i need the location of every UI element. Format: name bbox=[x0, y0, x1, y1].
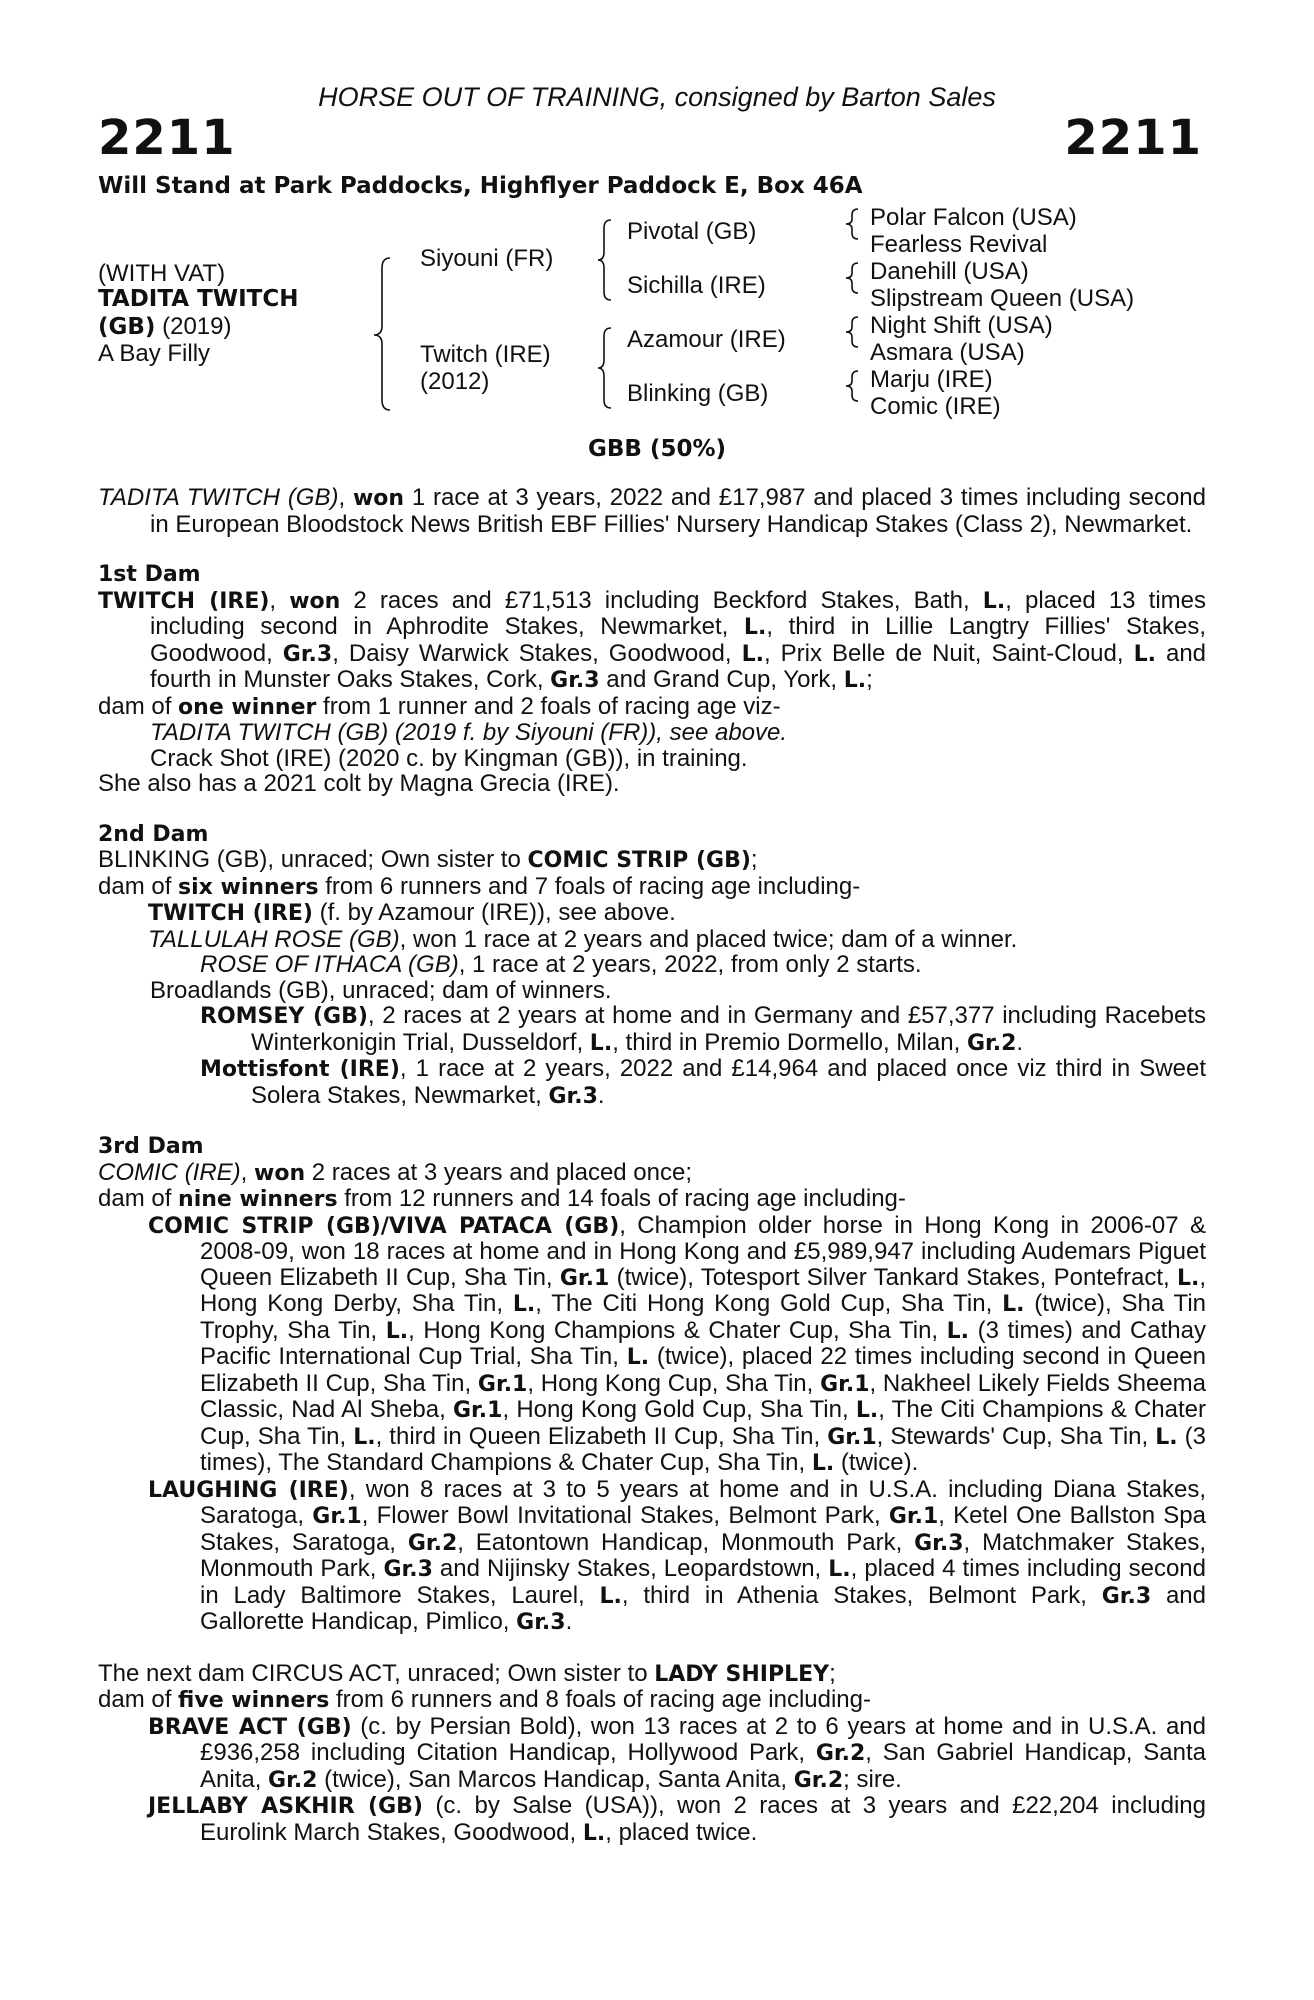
text: , 2 races at 2 years at home and in Germany and £57,377 including Racebets Winterkonigin Trial, Dusseldorf, bbox=[251, 1002, 1206, 1056]
won-label: won bbox=[254, 1160, 306, 1186]
dam-sire-sire: Night Shift (USA) bbox=[870, 312, 1053, 339]
text: , 1 race at 2 years, 2022, from only 2 starts. bbox=[458, 951, 922, 978]
progeny-name: BRAVE ACT (GB) bbox=[148, 1714, 352, 1740]
text: . bbox=[597, 1081, 605, 1109]
winners-count: six winners bbox=[178, 874, 319, 900]
pedigree-braces bbox=[0, 0, 1314, 440]
intro-paragraph: TADITA TWITCH (GB), won 1 race at 3 years, 2022 and £17,987 and placed 3 times including second in European Bloodstock News British EBF Fillies' Nursery Handicap Stakes (Class 2), Newmarket. bbox=[98, 484, 1206, 538]
text: , Champion older horse in Hong Kong in 2006-07 & 2008-09, won 18 races at home and in Hong Kong and £5,989,947 including Audemars Piguet Queen Elizabeth II Cup, Sha Tin, bbox=[200, 1211, 1206, 1291]
listed-label: L. bbox=[743, 615, 767, 640]
brace-sire-line bbox=[598, 220, 611, 300]
text: , Matchmaker Stakes, Monmouth Park, bbox=[200, 1528, 1206, 1582]
text: , Prix Belle de Nuit, Saint-Cloud, bbox=[763, 639, 1134, 667]
brace-sichilla bbox=[846, 263, 858, 293]
sire: Siyouni (FR) bbox=[420, 245, 554, 272]
text: (f. by Azamour (IRE)), see above. bbox=[312, 899, 676, 926]
group-label: Gr.1 bbox=[888, 1504, 939, 1529]
stand-location: Will Stand at Park Paddocks, Highflyer Paddock E, Box 46A bbox=[98, 173, 863, 199]
next-dam-line bbox=[98, 1661, 1206, 1688]
sire-sire-sire: Polar Falcon (USA) bbox=[870, 204, 1077, 231]
horse-description: A Bay Filly bbox=[98, 340, 211, 367]
text: , Hong Kong Cup, Sha Tin, bbox=[527, 1369, 821, 1397]
horse-name-italic: TADITA TWITCH (GB) bbox=[98, 484, 339, 511]
text: 2 races and £71,513 including Beckford Stakes, Bath, bbox=[340, 586, 983, 614]
lot-number-left: 2211 bbox=[98, 110, 236, 166]
progeny-name: JELLABY ASKHIR (GB) bbox=[148, 1794, 423, 1819]
text: (twice), Sha Tin Trophy, Sha Tin, bbox=[200, 1290, 1207, 1344]
text: , 1 race at 2 years, 2022 and £14,964 and placed once viz third in Sweet Solera Stakes, Newmarket, bbox=[251, 1055, 1206, 1109]
group-label: Gr.3 bbox=[914, 1530, 964, 1556]
sire-dam-sire: Danehill (USA) bbox=[870, 258, 1029, 285]
sire-sire-dam: Fearless Revival bbox=[870, 231, 1048, 258]
text: dam of bbox=[98, 1686, 179, 1713]
group-label: Gr.1 bbox=[827, 1424, 877, 1450]
sibling-name: LADY SHIPLEY bbox=[654, 1661, 830, 1687]
group-label: Gr.2 bbox=[966, 1030, 1017, 1056]
brace-dam-line bbox=[598, 328, 611, 408]
progeny-item bbox=[98, 927, 1206, 953]
winners-count: nine winners bbox=[178, 1187, 338, 1212]
won-label: won bbox=[289, 588, 341, 614]
text: , placed twice. bbox=[605, 1818, 758, 1846]
text: and fourth in Munster Oaks Stakes, Cork, bbox=[150, 639, 1207, 693]
text: , placed 13 times including second in Aphrodite Stakes, Newmarket, bbox=[150, 586, 1206, 640]
listed-label: L. bbox=[946, 1318, 970, 1344]
text: , third in Lillie Langtry Fillies' Stakes, Goodwood, bbox=[150, 613, 1207, 667]
sire-dam-dam: Slipstream Queen (USA) bbox=[870, 285, 1135, 312]
group-label: Gr.3 bbox=[383, 1557, 433, 1582]
progeny-name: TWITCH (IRE) bbox=[148, 901, 313, 926]
text: from 1 runner and 2 foals of racing age viz- bbox=[316, 692, 781, 720]
text: and Nijinsky Stakes, Leopardstown, bbox=[432, 1555, 829, 1582]
text: (twice). bbox=[834, 1449, 919, 1476]
listed-label: L. bbox=[1155, 1424, 1178, 1450]
text: ; bbox=[750, 846, 758, 873]
third-dam-name: COMIC (IRE) bbox=[98, 1158, 241, 1186]
listed-label: L. bbox=[512, 1292, 536, 1317]
first-dam-paragraph: TWITCH (IRE), won 2 races and £71,513 including Beckford Stakes, Bath, L., placed 13 times including second in Aphrodite Stakes, Newmarket, L., third in Lillie Langtry Fillies' Stakes, Goodwood, Gr.3, Daisy Warwick Stakes, Goodwood, L., Prix Belle de Nuit, Saint-Cloud, L. and fourth in Munster Oaks Stakes, Cork, Gr.3 and Grand Cup, York, L.; bbox=[98, 586, 1207, 693]
progeny-name: TALLULAH ROSE (GB) bbox=[148, 925, 400, 953]
text: and Gallorette Handicap, Pimlico, bbox=[200, 1581, 1206, 1635]
text: from 6 runners and 8 foals of racing age including- bbox=[329, 1686, 871, 1713]
text: and Grand Cup, York, bbox=[599, 666, 844, 693]
text: , Flower Bowl Invitational Stakes, Belmont Park, bbox=[361, 1502, 889, 1529]
dam-sire-dam: Asmara (USA) bbox=[870, 339, 1025, 366]
text: dam of bbox=[98, 1185, 179, 1212]
text: from 6 runners and 7 foals of racing age including- bbox=[318, 872, 861, 900]
progeny-item: Crack Shot (IRE) (2020 c. by Kingman (GB)), in training. bbox=[150, 744, 748, 772]
group-label: Gr.1 bbox=[312, 1504, 362, 1529]
dam: Twitch (IRE) bbox=[420, 341, 551, 368]
group-label: Gr.3 bbox=[548, 1083, 598, 1109]
first-dam-name: TWITCH (IRE) bbox=[98, 588, 270, 614]
listed-label: L. bbox=[741, 641, 764, 667]
first-dam-also: She also has a 2021 colt by Magna Grecia (IRE). bbox=[98, 770, 620, 797]
listed-label: L. bbox=[843, 668, 867, 693]
text: , Daisy Warwick Stakes, Goodwood, bbox=[332, 639, 742, 667]
text: , Nakheel Likely Fields Sheema Classic, Nad Al Sheba, bbox=[200, 1369, 1207, 1423]
text: , Stewards' Cup, Sha Tin, bbox=[876, 1422, 1156, 1450]
text: , third in Premio Dormello, Milan, bbox=[612, 1028, 967, 1056]
progeny-item bbox=[98, 1056, 1206, 1109]
text: (3 times), The Standard Champions & Chater Cup, Sha Tin, bbox=[200, 1422, 1206, 1476]
second-dam-heading: 2nd Dam bbox=[98, 821, 209, 847]
listed-label: L. bbox=[353, 1424, 376, 1450]
group-label: Gr.3 bbox=[282, 641, 333, 667]
progeny-item bbox=[98, 1793, 1206, 1846]
dam-sire: Azamour (IRE) bbox=[627, 326, 786, 353]
progeny-name: LAUGHING (IRE) bbox=[148, 1477, 349, 1503]
group-label: Gr.1 bbox=[820, 1371, 870, 1397]
text: BLINKING (GB), unraced; Own sister to bbox=[98, 846, 528, 873]
listed-label: L. bbox=[982, 588, 1006, 614]
listed-label: L. bbox=[811, 1451, 835, 1476]
text: , The Citi Champions & Chater Cup, Sha Tin, bbox=[200, 1396, 1207, 1450]
first-dam-produce bbox=[98, 694, 1206, 721]
brace-azamour bbox=[846, 317, 858, 347]
sire-sire: Pivotal (GB) bbox=[627, 218, 757, 245]
winners-count: one winner bbox=[178, 694, 317, 720]
text: . bbox=[1016, 1028, 1024, 1056]
text: , Hong Kong Gold Cup, Sha Tin, bbox=[502, 1396, 856, 1423]
text: (twice), Totesport Silver Tankard Stakes, Pontefract, bbox=[609, 1263, 1177, 1291]
group-label: Gr.1 bbox=[559, 1265, 610, 1291]
group-label: Gr.2 bbox=[407, 1530, 458, 1556]
second-dam-produce bbox=[98, 874, 1206, 901]
listed-label: L. bbox=[1002, 1292, 1025, 1317]
progeny-name: COMIC STRIP (GB)/VIVA PATACA (GB) bbox=[148, 1213, 620, 1239]
listed-label: L. bbox=[855, 1398, 879, 1423]
progeny-name: ROMSEY (GB) bbox=[200, 1004, 368, 1029]
lot-number-right: 2211 bbox=[1064, 110, 1202, 166]
dam-year: (2012) bbox=[420, 368, 490, 395]
progeny-name: ROSE OF ITHACA (GB) bbox=[200, 951, 459, 978]
text: dam of bbox=[98, 872, 179, 900]
text: (2019 f. by Siyouni (FR)), see above. bbox=[388, 719, 788, 746]
progeny-item: Broadlands (GB), unraced; dam of winners. bbox=[150, 976, 612, 1004]
dam-dam-dam: Comic (IRE) bbox=[870, 393, 1001, 420]
progeny-item bbox=[98, 720, 1206, 746]
text: dam of bbox=[98, 692, 179, 720]
text: , The Citi Hong Kong Gold Cup, Sha Tin, bbox=[535, 1290, 1003, 1317]
progeny-item bbox=[98, 1714, 1206, 1794]
text: (twice), placed 22 times including second in Queen Elizabeth II Cup, Sha Tin, bbox=[200, 1343, 1206, 1397]
text: , Eatontown Handicap, Monmouth Park, bbox=[457, 1528, 915, 1556]
text: , bbox=[240, 1158, 254, 1186]
group-label: Gr.3 bbox=[516, 1610, 566, 1635]
listed-label: L. bbox=[599, 1583, 622, 1609]
consignment-line: HORSE OUT OF TRAINING, consigned by Barton Sales bbox=[318, 82, 996, 112]
group-label: Gr.2 bbox=[793, 1767, 844, 1793]
sibling-name: COMIC STRIP (GB) bbox=[527, 848, 751, 873]
text: ; bbox=[829, 1659, 836, 1687]
progeny-item bbox=[98, 952, 1206, 978]
third-dam-produce bbox=[98, 1186, 1206, 1213]
inbreeding-note: GBB (50%) bbox=[587, 436, 727, 462]
group-label: Gr.2 bbox=[815, 1741, 866, 1766]
group-label: Gr.3 bbox=[550, 668, 600, 693]
text: , won 1 race at 2 years and placed twice; dam of a winner. bbox=[399, 925, 1018, 953]
listed-label: L. bbox=[582, 1820, 606, 1846]
text: , Hong Kong Champions & Chater Cup, Sha Tin, bbox=[408, 1316, 947, 1344]
horse-year: (2019) bbox=[155, 313, 232, 340]
text: , placed 4 times including second in Lady Baltimore Stakes, Laurel, bbox=[200, 1555, 1206, 1609]
won-label: won bbox=[352, 486, 405, 511]
sire-dam: Sichilla (IRE) bbox=[627, 272, 766, 299]
text: , won 8 races at 3 to 5 years at home and in U.S.A. including Diana Stakes, Saratoga, bbox=[200, 1475, 1207, 1529]
progeny-item bbox=[98, 1477, 1206, 1636]
first-dam-heading: 1st Dam bbox=[98, 562, 201, 587]
text: from 12 runners and 14 foals of racing age including- bbox=[337, 1185, 906, 1212]
text: 2 races at 3 years and placed once; bbox=[305, 1158, 693, 1186]
dam-dam-sire: Marju (IRE) bbox=[870, 366, 993, 393]
text: (twice), San Marcos Handicap, Santa Anita, bbox=[317, 1765, 794, 1793]
text: , Ketel One Ballston Spa Stakes, Saratoga, bbox=[200, 1502, 1206, 1556]
horse-country: (GB) bbox=[98, 314, 156, 340]
listed-label: L. bbox=[385, 1318, 409, 1344]
progeny-item bbox=[98, 1003, 1206, 1056]
text: (3 times) and Cathay Pacific International Cup Trial, Sha Tin, bbox=[200, 1316, 1206, 1370]
brace-blinking bbox=[846, 371, 858, 401]
catalogue-body bbox=[98, 485, 1206, 1846]
third-dam-heading: 3rd Dam bbox=[98, 1134, 204, 1159]
text: , Hong Kong Derby, Sha Tin, bbox=[200, 1263, 1206, 1317]
progeny-name: TADITA TWITCH (GB) bbox=[150, 719, 389, 746]
group-label: Gr.3 bbox=[1101, 1583, 1152, 1609]
group-label: Gr.1 bbox=[477, 1371, 528, 1397]
second-dam-line bbox=[98, 847, 1206, 874]
listed-label: L. bbox=[626, 1345, 650, 1370]
dam-dam: Blinking (GB) bbox=[627, 380, 769, 407]
winners-count: five winners bbox=[178, 1688, 330, 1713]
progeny-item bbox=[98, 900, 1206, 927]
text: , third in Queen Elizabeth II Cup, Sha Tin, bbox=[375, 1422, 828, 1450]
text: (c. by Salse (USA)), won 2 races at 3 years and £22,204 including Eurolink March Stakes, Goodwood, bbox=[200, 1792, 1207, 1846]
brace-generation-1 bbox=[374, 258, 390, 410]
next-dam-produce bbox=[98, 1687, 1206, 1714]
intro-text: 1 race at 3 years, 2022 and £17,987 and placed 3 times including second in European Bloodstock News British EBF Fillies' Nursery Handicap Stakes (Class 2), Newmarket. bbox=[150, 484, 1206, 538]
text: , third in Athenia Stakes, Belmont Park, bbox=[621, 1581, 1102, 1609]
brace-pivotal bbox=[846, 209, 858, 239]
horse-name: TADITA TWITCH bbox=[98, 286, 299, 312]
group-label: Gr.2 bbox=[268, 1767, 318, 1793]
vat-label: (WITH VAT) bbox=[98, 260, 226, 287]
text: The next dam CIRCUS ACT, unraced; Own sister to bbox=[98, 1659, 655, 1687]
text: , San Gabriel Handicap, Santa Anita, bbox=[200, 1739, 1206, 1793]
text: ; bbox=[866, 666, 873, 693]
listed-label: L. bbox=[1133, 641, 1156, 667]
text: ; sire. bbox=[843, 1765, 902, 1793]
listed-label: L. bbox=[828, 1557, 851, 1582]
group-label: Gr.1 bbox=[453, 1398, 503, 1423]
listed-label: L. bbox=[1176, 1265, 1200, 1291]
progeny-item bbox=[98, 1213, 1206, 1477]
text: (c. by Persian Bold), won 13 races at 2 to 6 years at home and in U.S.A. and £936,258 including Citation Handicap, Hollywood Park, bbox=[200, 1712, 1207, 1766]
third-dam-line bbox=[98, 1160, 1206, 1187]
listed-label: L. bbox=[589, 1030, 613, 1056]
progeny-name: Mottisfont (IRE) bbox=[200, 1057, 400, 1082]
text: . bbox=[565, 1608, 573, 1635]
